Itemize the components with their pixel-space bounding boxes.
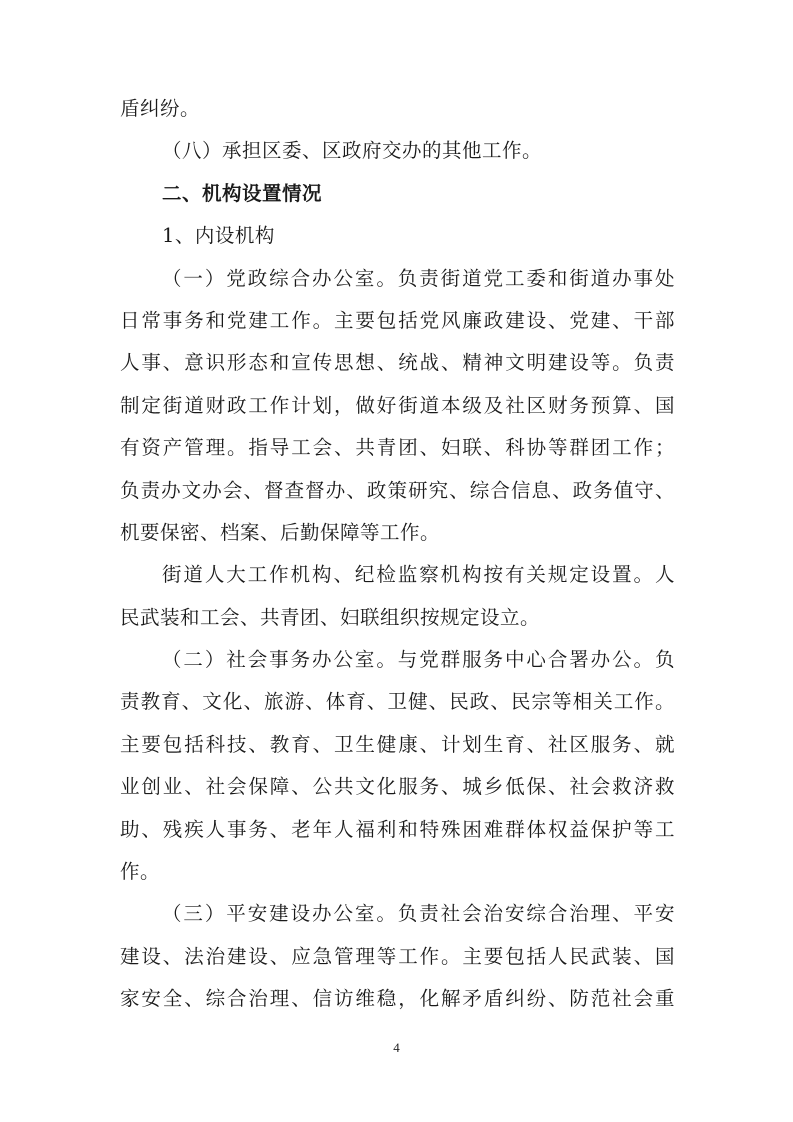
body-text xyxy=(120,88,675,1021)
text-line: 业创业、社会保障、公共文化服务、城乡低保、社会救济救 xyxy=(120,775,675,799)
text-line: （一）党政综合办公室。负责街道党工委和街道办事处 xyxy=(162,266,675,290)
section-heading: 二、机构设置情况 xyxy=(162,181,323,205)
text-line: 街道人大工作机构、纪检监察机构按有关规定设置。人 xyxy=(162,563,675,587)
subsection-heading: 1、内设机构 xyxy=(162,224,275,248)
text-line: （三）平安建设办公室。负责社会治安综合治理、平安 xyxy=(162,902,675,926)
page-number: 4 xyxy=(393,1040,400,1055)
text-line: 盾纠纷。 xyxy=(120,97,201,120)
text-line: 助、残疾人事务、老年人福利和特殊困难群体权益保护等工 xyxy=(120,817,675,841)
text-line: 制定街道财政工作计划，做好街道本级及社区财务预算、国 xyxy=(120,393,675,417)
text-line: 主要包括科技、教育、卫生健康、计划生育、社区服务、就 xyxy=(120,732,675,756)
text-line: （二）社会事务办公室。与党群服务中心合署办公。负 xyxy=(162,648,675,672)
text-line: 民武装和工会、共青团、妇联组织按规定设立。 xyxy=(120,605,541,629)
text-line: 作。 xyxy=(120,860,161,884)
text-line: 家安全、综合治理、信访维稳，化解矛盾纠纷、防范社会重 xyxy=(120,987,675,1011)
text-line: 机要保密、档案、后勤保障等工作。 xyxy=(120,520,441,544)
text-line: 日常事务和党建工作。主要包括党风廉政建设、党建、干部 xyxy=(120,308,675,332)
text-line: 负责办文办会、督查督办、政策研究、综合信息、政务值守、 xyxy=(120,478,675,502)
text-line: 建设、法治建设、应急管理等工作。主要包括人民武装、国 xyxy=(120,944,675,968)
text-line: 人事、意识形态和宣传思想、统战、精神文明建设等。负责 xyxy=(120,351,675,375)
text-line: 有资产管理。指导工会、共青团、妇联、科协等群团工作； xyxy=(120,436,675,460)
text-line: 责教育、文化、旅游、体育、卫健、民政、民宗等相关工作。 xyxy=(120,690,675,714)
text-line: （八）承担区委、区政府交办的其他工作。 xyxy=(162,139,543,163)
